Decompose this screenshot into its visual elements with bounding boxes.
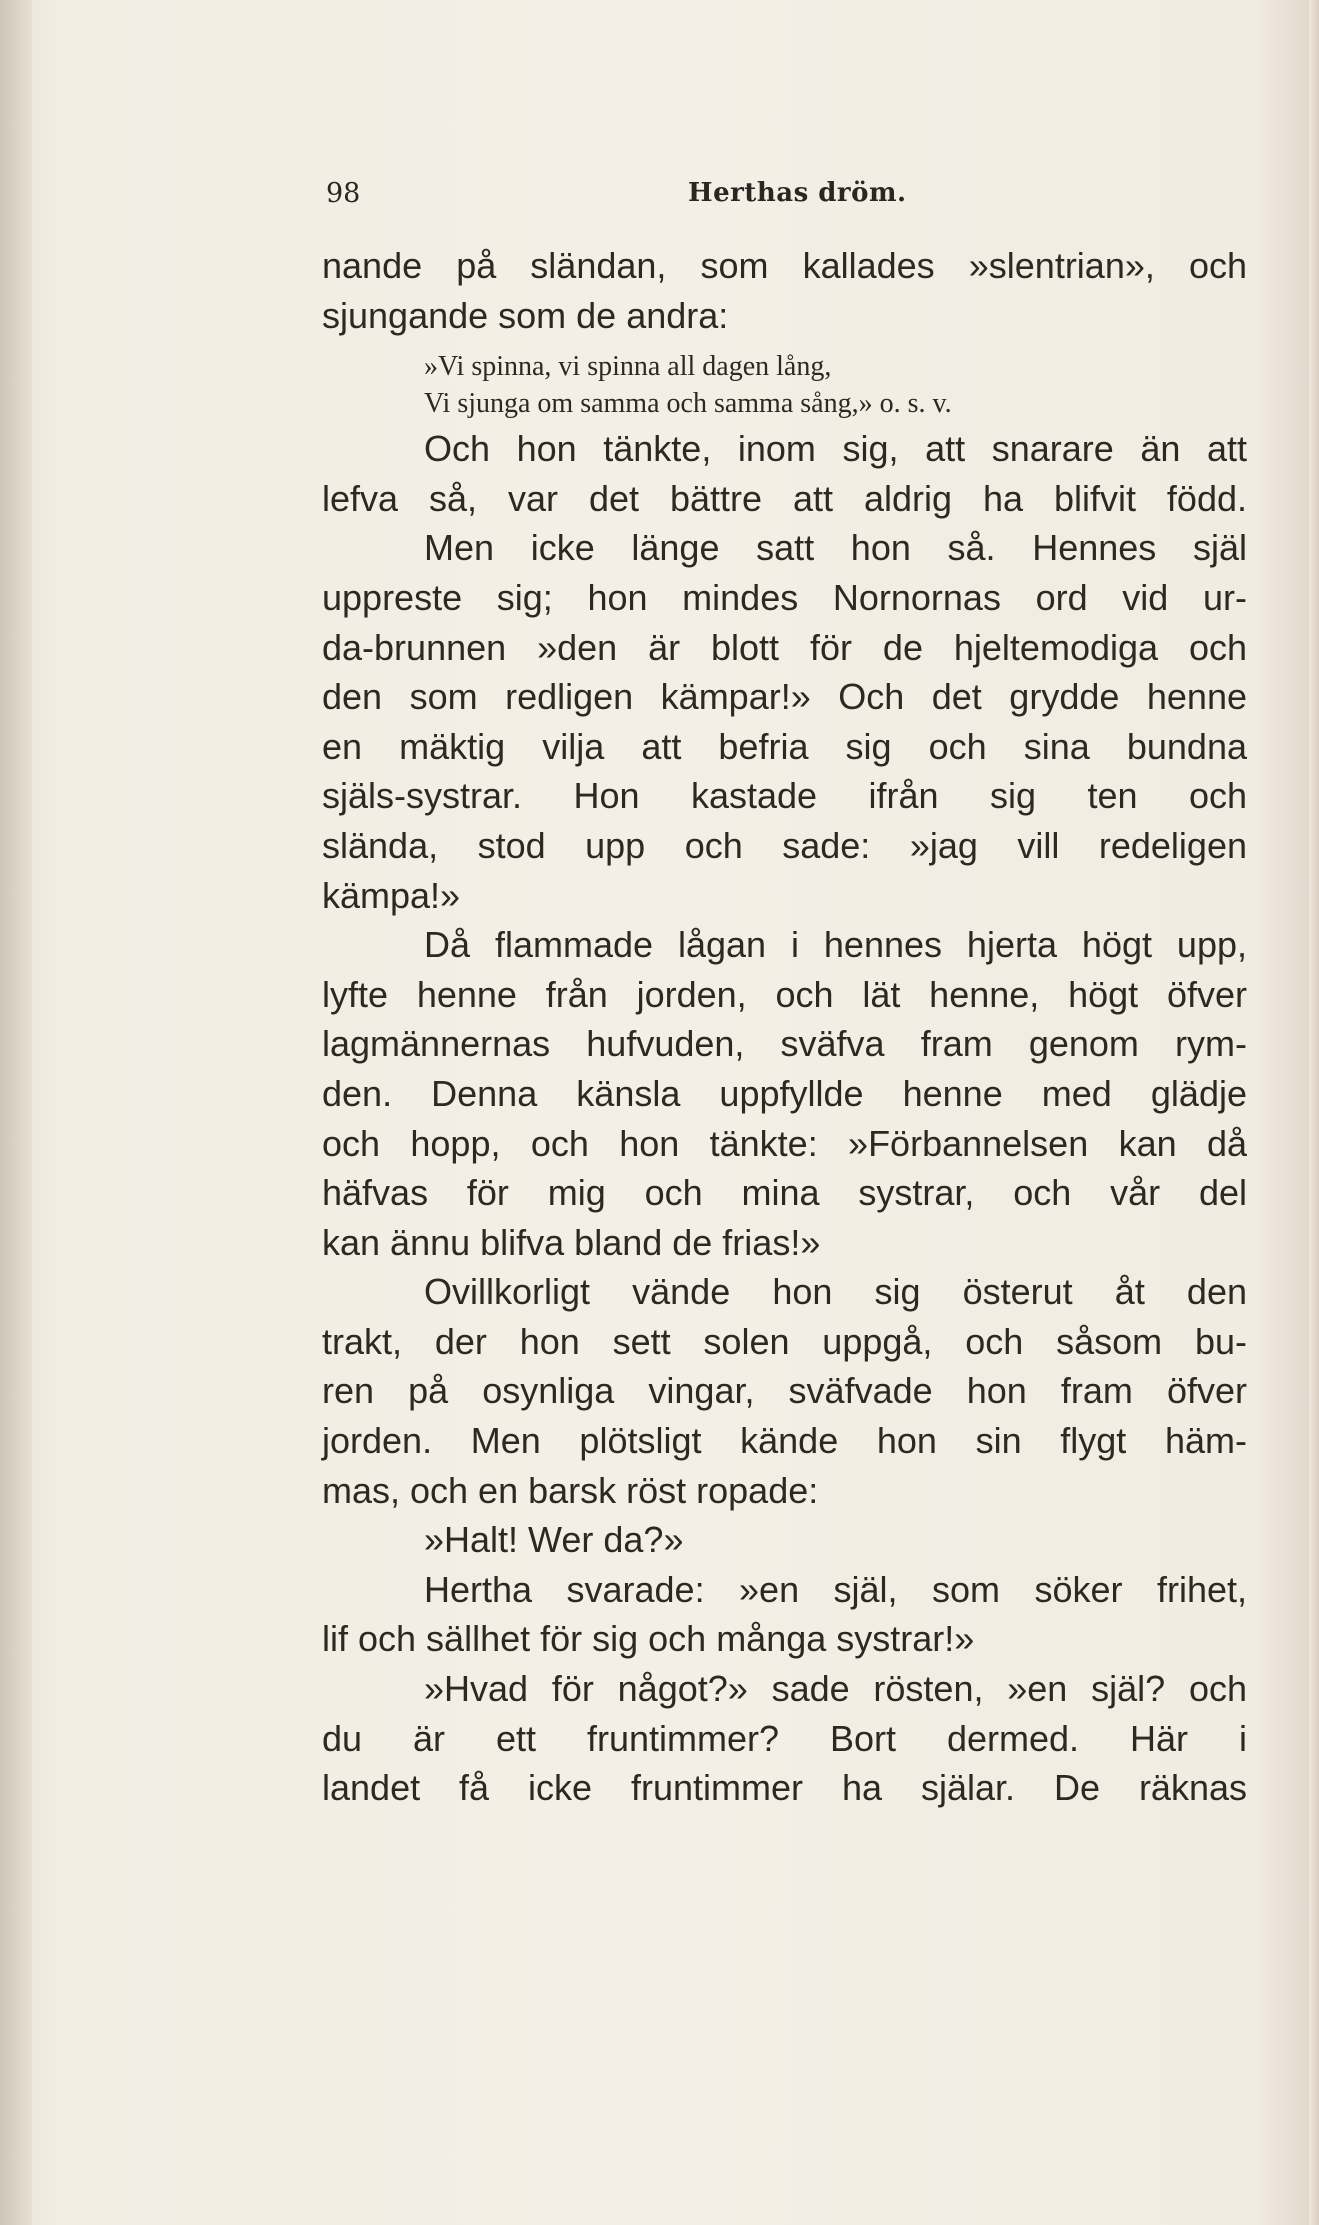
text-line: Hertha svarade: »en själ, som söker frihet, xyxy=(424,1568,1247,1610)
text-line: nande på sländan, som kallades »slentrian», och xyxy=(322,245,1247,286)
text-line: häfvas för mig och mina systrar, och vår del xyxy=(322,1172,1247,1214)
text-line: trakt, der hon sett solen uppgå, och såsom bu- xyxy=(322,1320,1247,1362)
body-text xyxy=(322,241,1247,1813)
text-line: den som redligen kämpar!» Och det grydde henne xyxy=(322,676,1247,718)
text-line: lefva så, var det bättre att aldrig ha blifvit född. xyxy=(322,477,1247,519)
text-line: sjungande som de andra: xyxy=(322,294,729,336)
text-line: »Hvad för något?» sade rösten, »en själ? och xyxy=(424,1668,1247,1710)
text-line: lyfte henne från jorden, och lät henne, högt öfver xyxy=(322,973,1247,1015)
text-line: Ovillkorligt vände hon sig österut åt den xyxy=(424,1271,1247,1313)
verse-line: »Vi spinna, vi spinna all dagen lång, xyxy=(424,351,832,383)
text-line: kämpa!» xyxy=(322,874,461,916)
text-line: da-brunnen »den är blott för de hjeltemodiga och xyxy=(322,626,1247,668)
page-gutter xyxy=(0,0,32,2225)
verse-line: Vi sjunga om samma och samma sång,» o. s. v. xyxy=(424,388,952,420)
text-line: den. Denna känsla uppfyllde henne med glädje xyxy=(322,1072,1247,1114)
text-line: en mäktig vilja att befria sig och sina bundna xyxy=(322,725,1247,767)
text-line: kan ännu blifva bland de frias!» xyxy=(322,1221,821,1263)
text-line: Men icke länge satt hon så. Hennes själ xyxy=(424,527,1247,569)
text-line: »Halt! Wer da?» xyxy=(424,1519,684,1561)
text-line: uppreste sig; hon mindes Nornornas ord vid ur- xyxy=(322,576,1247,618)
text-line: Och hon tänkte, inom sig, att snarare än att xyxy=(424,428,1247,470)
text-line: själs-systrar. Hon kastade ifrån sig ten och xyxy=(322,775,1247,817)
text-line: ren på osynliga vingar, sväfvade hon fram öfver xyxy=(322,1370,1247,1412)
page-number: 98 xyxy=(326,178,361,209)
text-line: och hopp, och hon tänkte: »Förbannelsen kan då xyxy=(322,1122,1247,1164)
running-title: Herthas dröm. xyxy=(688,178,907,208)
text-line: Då flammade lågan i hennes hjerta högt upp, xyxy=(424,924,1247,966)
text-line: landet få icke fruntimmer ha själar. De räknas xyxy=(322,1767,1247,1809)
page-edge xyxy=(1309,0,1319,2225)
text-line: mas, och en barsk röst ropade: xyxy=(322,1469,819,1511)
text-line: du är ett fruntimmer? Bort dermed. Här i xyxy=(322,1717,1247,1759)
text-line: jorden. Men plötsligt kände hon sin flygt häm- xyxy=(322,1420,1247,1462)
text-line: lif och sällhet för sig och många systrar!» xyxy=(322,1618,975,1660)
page-header xyxy=(326,178,1246,224)
text-line: lagmännernas hufvuden, sväfva fram genom rym- xyxy=(322,1023,1247,1065)
text-line: slända, stod upp och sade: »jag vill redeligen xyxy=(322,824,1247,866)
